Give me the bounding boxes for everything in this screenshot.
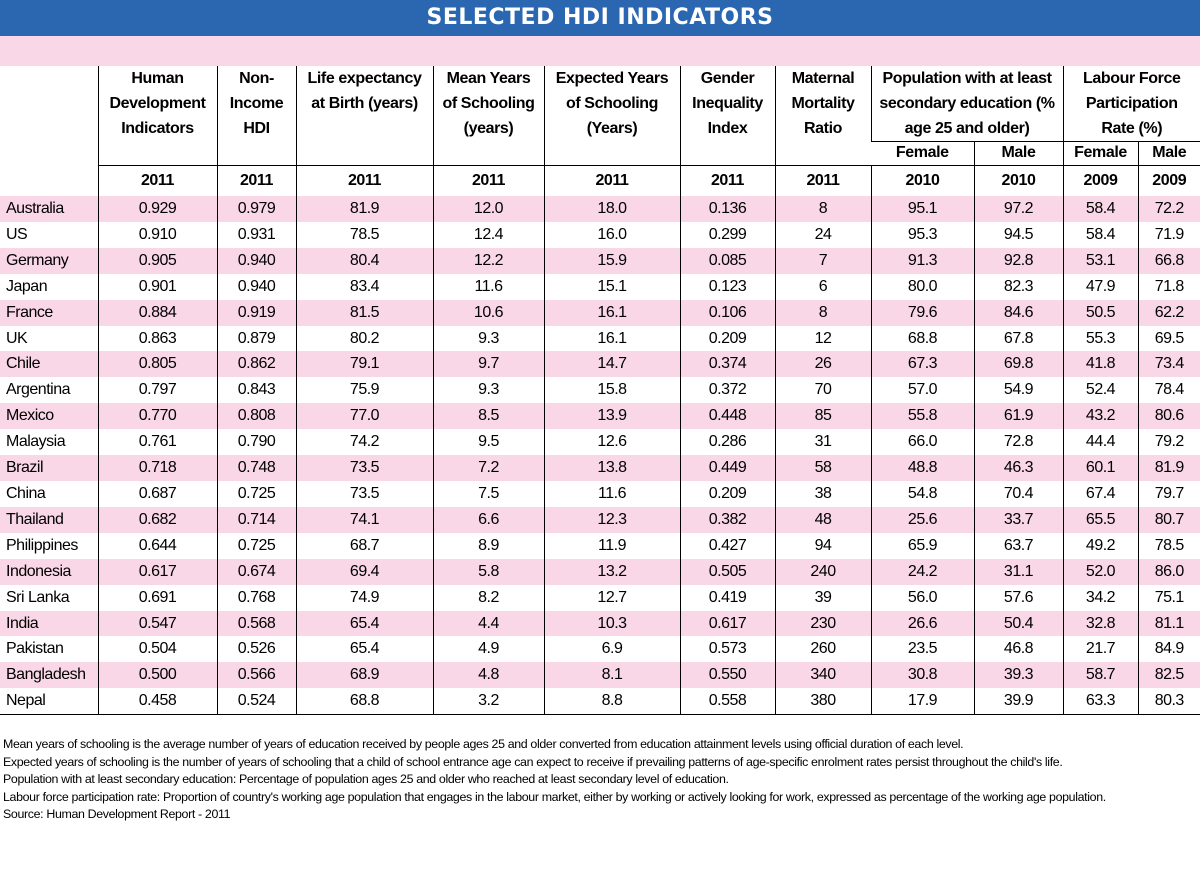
year-cell: 2011 xyxy=(217,166,296,197)
value-cell: 9.7 xyxy=(433,351,544,377)
year-cell: 2011 xyxy=(680,166,775,197)
value-cell: 57.0 xyxy=(871,377,974,403)
country-header xyxy=(0,66,98,166)
value-cell: 0.504 xyxy=(98,636,217,662)
country-cell: Malaysia xyxy=(0,429,98,455)
value-cell: 18.0 xyxy=(544,196,680,222)
value-cell: 0.558 xyxy=(680,688,775,714)
value-cell: 81.1 xyxy=(1138,611,1200,637)
value-cell: 38 xyxy=(775,481,871,507)
value-cell: 50.4 xyxy=(974,611,1063,637)
value-cell: 32.8 xyxy=(1063,611,1138,637)
value-cell: 81.9 xyxy=(1138,455,1200,481)
value-cell: 6.6 xyxy=(433,507,544,533)
country-cell: Nepal xyxy=(0,688,98,714)
value-cell: 95.1 xyxy=(871,196,974,222)
value-cell: 0.687 xyxy=(98,481,217,507)
value-cell: 0.910 xyxy=(98,222,217,248)
value-cell: 33.7 xyxy=(974,507,1063,533)
country-cell: India xyxy=(0,611,98,637)
value-cell: 80.3 xyxy=(1138,688,1200,714)
table-row xyxy=(0,533,1200,559)
value-cell: 0.449 xyxy=(680,455,775,481)
footnote: Labour force participation rate: Proportion of country's working age population that engages in the labour market, either by working or actively looking for work, expressed as percentage of the working age population. xyxy=(3,789,1106,804)
value-cell: 0.547 xyxy=(98,611,217,637)
table-row xyxy=(0,585,1200,611)
value-cell: 4.9 xyxy=(433,636,544,662)
value-cell: 68.9 xyxy=(296,662,433,688)
value-cell: 0.725 xyxy=(217,533,296,559)
year-cell: 2010 xyxy=(974,166,1063,197)
value-cell: 82.5 xyxy=(1138,662,1200,688)
value-cell: 13.8 xyxy=(544,455,680,481)
value-cell: 66.0 xyxy=(871,429,974,455)
value-cell: 0.805 xyxy=(98,351,217,377)
table-row xyxy=(0,662,1200,688)
value-cell: 0.372 xyxy=(680,377,775,403)
value-cell: 0.524 xyxy=(217,688,296,714)
value-cell: 12 xyxy=(775,326,871,352)
country-cell: Brazil xyxy=(0,455,98,481)
footnote: Population with at least secondary education: Percentage of population ages 25 and older who reached at least secondary level of education. xyxy=(3,772,729,787)
value-cell: 9.3 xyxy=(433,377,544,403)
value-cell: 56.0 xyxy=(871,585,974,611)
table-row xyxy=(0,559,1200,585)
header-nonincome-hdi: Non-Income HDI xyxy=(217,66,296,166)
value-cell: 8.5 xyxy=(433,403,544,429)
country-cell: Bangladesh xyxy=(0,662,98,688)
year-cell: 2011 xyxy=(98,166,217,197)
value-cell: 0.761 xyxy=(98,429,217,455)
country-cell: Australia xyxy=(0,196,98,222)
value-cell: 0.286 xyxy=(680,429,775,455)
table-row xyxy=(0,222,1200,248)
value-cell: 67.8 xyxy=(974,326,1063,352)
value-cell: 0.714 xyxy=(217,507,296,533)
value-cell: 14.7 xyxy=(544,351,680,377)
value-cell: 240 xyxy=(775,559,871,585)
value-cell: 0.940 xyxy=(217,248,296,274)
value-cell: 4.4 xyxy=(433,611,544,637)
year-cell: 2010 xyxy=(871,166,974,197)
subheader-labour-female: Female xyxy=(1063,142,1138,166)
value-cell: 71.8 xyxy=(1138,274,1200,300)
value-cell: 60.1 xyxy=(1063,455,1138,481)
value-cell: 0.550 xyxy=(680,662,775,688)
country-cell: Sri Lanka xyxy=(0,585,98,611)
value-cell: 48 xyxy=(775,507,871,533)
country-cell: Japan xyxy=(0,274,98,300)
value-cell: 41.8 xyxy=(1063,351,1138,377)
value-cell: 0.901 xyxy=(98,274,217,300)
value-cell: 12.3 xyxy=(544,507,680,533)
value-cell: 75.9 xyxy=(296,377,433,403)
value-cell: 0.797 xyxy=(98,377,217,403)
value-cell: 0.617 xyxy=(680,611,775,637)
value-cell: 74.1 xyxy=(296,507,433,533)
value-cell: 0.718 xyxy=(98,455,217,481)
value-cell: 65.4 xyxy=(296,636,433,662)
value-cell: 82.3 xyxy=(974,274,1063,300)
value-cell: 0.085 xyxy=(680,248,775,274)
value-cell: 70 xyxy=(775,377,871,403)
footnotes xyxy=(3,736,1197,824)
footnote: Mean years of schooling is the average number of years of education received by people ages 25 and older converted from education attainment levels using official duration of each level. xyxy=(3,737,964,751)
value-cell: 0.979 xyxy=(217,196,296,222)
value-cell: 67.3 xyxy=(871,351,974,377)
value-cell: 73.5 xyxy=(296,481,433,507)
table-row xyxy=(0,636,1200,662)
value-cell: 50.5 xyxy=(1063,300,1138,326)
value-cell: 49.2 xyxy=(1063,533,1138,559)
value-cell: 16.1 xyxy=(544,300,680,326)
value-cell: 0.374 xyxy=(680,351,775,377)
table-row xyxy=(0,300,1200,326)
value-cell: 8.8 xyxy=(544,688,680,714)
value-cell: 0.790 xyxy=(217,429,296,455)
value-cell: 17.9 xyxy=(871,688,974,714)
value-cell: 73.4 xyxy=(1138,351,1200,377)
table-row xyxy=(0,351,1200,377)
value-cell: 0.674 xyxy=(217,559,296,585)
value-cell: 34.2 xyxy=(1063,585,1138,611)
value-cell: 0.568 xyxy=(217,611,296,637)
value-cell: 230 xyxy=(775,611,871,637)
value-cell: 47.9 xyxy=(1063,274,1138,300)
header-maternal-mortality: Maternal Mortality Ratio xyxy=(775,66,871,166)
value-cell: 6 xyxy=(775,274,871,300)
value-cell: 15.1 xyxy=(544,274,680,300)
value-cell: 79.7 xyxy=(1138,481,1200,507)
value-cell: 0.382 xyxy=(680,507,775,533)
value-cell: 3.2 xyxy=(433,688,544,714)
value-cell: 12.4 xyxy=(433,222,544,248)
header-hdi: Human Development Indicators xyxy=(98,66,217,166)
table-row xyxy=(0,403,1200,429)
value-cell: 68.8 xyxy=(296,688,433,714)
value-cell: 94 xyxy=(775,533,871,559)
value-cell: 74.9 xyxy=(296,585,433,611)
table-row xyxy=(0,429,1200,455)
table-row xyxy=(0,481,1200,507)
value-cell: 260 xyxy=(775,636,871,662)
value-cell: 58.4 xyxy=(1063,196,1138,222)
value-cell: 65.9 xyxy=(871,533,974,559)
value-cell: 11.6 xyxy=(433,274,544,300)
year-cell: 2011 xyxy=(433,166,544,197)
country-cell: Mexico xyxy=(0,403,98,429)
table-title: SELECTED HDI INDICATORS xyxy=(0,0,1200,36)
value-cell: 80.4 xyxy=(296,248,433,274)
year-cell: 2011 xyxy=(296,166,433,197)
value-cell: 63.3 xyxy=(1063,688,1138,714)
value-cell: 91.3 xyxy=(871,248,974,274)
year-cell: 2011 xyxy=(544,166,680,197)
value-cell: 43.2 xyxy=(1063,403,1138,429)
value-cell: 69.5 xyxy=(1138,326,1200,352)
table-row xyxy=(0,248,1200,274)
value-cell: 83.4 xyxy=(296,274,433,300)
value-cell: 81.5 xyxy=(296,300,433,326)
value-cell: 7.2 xyxy=(433,455,544,481)
value-cell: 30.8 xyxy=(871,662,974,688)
value-cell: 15.8 xyxy=(544,377,680,403)
year-cell: 2009 xyxy=(1063,166,1138,197)
subheader-secondary-male: Male xyxy=(974,142,1063,166)
value-cell: 77.0 xyxy=(296,403,433,429)
value-cell: 67.4 xyxy=(1063,481,1138,507)
value-cell: 55.8 xyxy=(871,403,974,429)
header-labour-force: Labour Force Participation Rate (%) xyxy=(1063,66,1200,142)
value-cell: 5.8 xyxy=(433,559,544,585)
value-cell: 0.879 xyxy=(217,326,296,352)
value-cell: 24.2 xyxy=(871,559,974,585)
value-cell: 85 xyxy=(775,403,871,429)
value-cell: 44.4 xyxy=(1063,429,1138,455)
year-cell: 2011 xyxy=(775,166,871,197)
value-cell: 0.526 xyxy=(217,636,296,662)
value-cell: 16.0 xyxy=(544,222,680,248)
value-cell: 69.4 xyxy=(296,559,433,585)
country-cell: UK xyxy=(0,326,98,352)
value-cell: 53.1 xyxy=(1063,248,1138,274)
value-cell: 48.8 xyxy=(871,455,974,481)
value-cell: 65.5 xyxy=(1063,507,1138,533)
value-cell: 12.0 xyxy=(433,196,544,222)
subheader-labour-male: Male xyxy=(1138,142,1200,166)
value-cell: 13.9 xyxy=(544,403,680,429)
value-cell: 8.2 xyxy=(433,585,544,611)
value-cell: 0.448 xyxy=(680,403,775,429)
value-cell: 66.8 xyxy=(1138,248,1200,274)
value-cell: 26.6 xyxy=(871,611,974,637)
value-cell: 4.8 xyxy=(433,662,544,688)
header-secondary-education: Population with at least secondary education (% age 25 and older) xyxy=(871,66,1063,142)
value-cell: 94.5 xyxy=(974,222,1063,248)
country-cell: Chile xyxy=(0,351,98,377)
value-cell: 0.929 xyxy=(98,196,217,222)
table-row xyxy=(0,274,1200,300)
header-expected-schooling: Expected Years of Schooling (Years) xyxy=(544,66,680,166)
value-cell: 62.2 xyxy=(1138,300,1200,326)
footnote: Expected years of schooling is the number of years of schooling that a child of school entrance age can expect to receive if prevailing patterns of age-specific enrolment rates persist throughout the child's life. xyxy=(3,754,1063,769)
value-cell: 65.4 xyxy=(296,611,433,637)
value-cell: 84.6 xyxy=(974,300,1063,326)
value-cell: 0.863 xyxy=(98,326,217,352)
value-cell: 63.7 xyxy=(974,533,1063,559)
value-cell: 0.458 xyxy=(98,688,217,714)
table-row xyxy=(0,507,1200,533)
value-cell: 0.123 xyxy=(680,274,775,300)
value-cell: 0.505 xyxy=(680,559,775,585)
header-life-expectancy: Life expectancy at Birth (years) xyxy=(296,66,433,166)
table-row xyxy=(0,455,1200,481)
value-cell: 39.3 xyxy=(974,662,1063,688)
value-cell: 12.7 xyxy=(544,585,680,611)
value-cell: 70.4 xyxy=(974,481,1063,507)
country-cell: Pakistan xyxy=(0,636,98,662)
value-cell: 46.3 xyxy=(974,455,1063,481)
value-cell: 0.682 xyxy=(98,507,217,533)
value-cell: 71.9 xyxy=(1138,222,1200,248)
value-cell: 23.5 xyxy=(871,636,974,662)
value-cell: 0.573 xyxy=(680,636,775,662)
country-cell: Argentina xyxy=(0,377,98,403)
value-cell: 0.691 xyxy=(98,585,217,611)
value-cell: 54.9 xyxy=(974,377,1063,403)
value-cell: 380 xyxy=(775,688,871,714)
value-cell: 31 xyxy=(775,429,871,455)
value-cell: 8.9 xyxy=(433,533,544,559)
value-cell: 12.2 xyxy=(433,248,544,274)
table-row xyxy=(0,377,1200,403)
value-cell: 52.0 xyxy=(1063,559,1138,585)
value-cell: 78.5 xyxy=(1138,533,1200,559)
table-row xyxy=(0,611,1200,637)
value-cell: 8 xyxy=(775,300,871,326)
value-cell: 52.4 xyxy=(1063,377,1138,403)
value-cell: 0.617 xyxy=(98,559,217,585)
value-cell: 78.5 xyxy=(296,222,433,248)
value-cell: 0.106 xyxy=(680,300,775,326)
value-cell: 39 xyxy=(775,585,871,611)
value-cell: 0.748 xyxy=(217,455,296,481)
country-cell: Indonesia xyxy=(0,559,98,585)
value-cell: 0.905 xyxy=(98,248,217,274)
country-cell: Philippines xyxy=(0,533,98,559)
table-row xyxy=(0,688,1200,714)
source-note: Source: Human Development Report - 2011 xyxy=(3,807,231,822)
value-cell: 0.931 xyxy=(217,222,296,248)
value-cell: 0.725 xyxy=(217,481,296,507)
value-cell: 0.299 xyxy=(680,222,775,248)
value-cell: 73.5 xyxy=(296,455,433,481)
value-cell: 86.0 xyxy=(1138,559,1200,585)
value-cell: 79.6 xyxy=(871,300,974,326)
value-cell: 84.9 xyxy=(1138,636,1200,662)
value-cell: 95.3 xyxy=(871,222,974,248)
header-gender-inequality: Gender Inequality Index xyxy=(680,66,775,166)
value-cell: 55.3 xyxy=(1063,326,1138,352)
value-cell: 72.2 xyxy=(1138,196,1200,222)
country-cell: Thailand xyxy=(0,507,98,533)
value-cell: 0.566 xyxy=(217,662,296,688)
value-cell: 10.6 xyxy=(433,300,544,326)
value-cell: 80.0 xyxy=(871,274,974,300)
value-cell: 0.209 xyxy=(680,326,775,352)
value-cell: 0.940 xyxy=(217,274,296,300)
country-cell: Germany xyxy=(0,248,98,274)
subheader-secondary-female: Female xyxy=(871,142,974,166)
value-cell: 8 xyxy=(775,196,871,222)
value-cell: 16.1 xyxy=(544,326,680,352)
value-cell: 0.136 xyxy=(680,196,775,222)
title-band xyxy=(0,36,1200,66)
value-cell: 79.2 xyxy=(1138,429,1200,455)
value-cell: 8.1 xyxy=(544,662,680,688)
value-cell: 92.8 xyxy=(974,248,1063,274)
value-cell: 0.884 xyxy=(98,300,217,326)
country-cell: China xyxy=(0,481,98,507)
value-cell: 39.9 xyxy=(974,688,1063,714)
value-cell: 69.8 xyxy=(974,351,1063,377)
table-row xyxy=(0,326,1200,352)
value-cell: 68.8 xyxy=(871,326,974,352)
value-cell: 0.919 xyxy=(217,300,296,326)
header-mean-schooling: Mean Years of Schooling (years) xyxy=(433,66,544,166)
value-cell: 58.4 xyxy=(1063,222,1138,248)
value-cell: 26 xyxy=(775,351,871,377)
value-cell: 97.2 xyxy=(974,196,1063,222)
value-cell: 15.9 xyxy=(544,248,680,274)
value-cell: 0.843 xyxy=(217,377,296,403)
value-cell: 57.6 xyxy=(974,585,1063,611)
value-cell: 0.768 xyxy=(217,585,296,611)
value-cell: 31.1 xyxy=(974,559,1063,585)
value-cell: 72.8 xyxy=(974,429,1063,455)
value-cell: 0.209 xyxy=(680,481,775,507)
value-cell: 68.7 xyxy=(296,533,433,559)
hdi-table xyxy=(0,66,1200,715)
value-cell: 0.644 xyxy=(98,533,217,559)
value-cell: 11.6 xyxy=(544,481,680,507)
country-cell: US xyxy=(0,222,98,248)
value-cell: 340 xyxy=(775,662,871,688)
value-cell: 0.419 xyxy=(680,585,775,611)
value-cell: 9.5 xyxy=(433,429,544,455)
value-cell: 75.1 xyxy=(1138,585,1200,611)
value-cell: 54.8 xyxy=(871,481,974,507)
value-cell: 12.6 xyxy=(544,429,680,455)
value-cell: 24 xyxy=(775,222,871,248)
value-cell: 0.500 xyxy=(98,662,217,688)
table-row xyxy=(0,196,1200,222)
value-cell: 7.5 xyxy=(433,481,544,507)
value-cell: 80.7 xyxy=(1138,507,1200,533)
value-cell: 25.6 xyxy=(871,507,974,533)
value-cell: 11.9 xyxy=(544,533,680,559)
value-cell: 81.9 xyxy=(296,196,433,222)
year-cell: 2009 xyxy=(1138,166,1200,197)
year-blank xyxy=(0,166,98,197)
value-cell: 80.6 xyxy=(1138,403,1200,429)
country-cell: France xyxy=(0,300,98,326)
value-cell: 9.3 xyxy=(433,326,544,352)
value-cell: 58 xyxy=(775,455,871,481)
value-cell: 0.862 xyxy=(217,351,296,377)
value-cell: 13.2 xyxy=(544,559,680,585)
value-cell: 58.7 xyxy=(1063,662,1138,688)
value-cell: 0.427 xyxy=(680,533,775,559)
value-cell: 7 xyxy=(775,248,871,274)
value-cell: 78.4 xyxy=(1138,377,1200,403)
value-cell: 0.808 xyxy=(217,403,296,429)
value-cell: 61.9 xyxy=(974,403,1063,429)
value-cell: 21.7 xyxy=(1063,636,1138,662)
value-cell: 80.2 xyxy=(296,326,433,352)
value-cell: 46.8 xyxy=(974,636,1063,662)
value-cell: 74.2 xyxy=(296,429,433,455)
value-cell: 10.3 xyxy=(544,611,680,637)
value-cell: 0.770 xyxy=(98,403,217,429)
value-cell: 79.1 xyxy=(296,351,433,377)
value-cell: 6.9 xyxy=(544,636,680,662)
